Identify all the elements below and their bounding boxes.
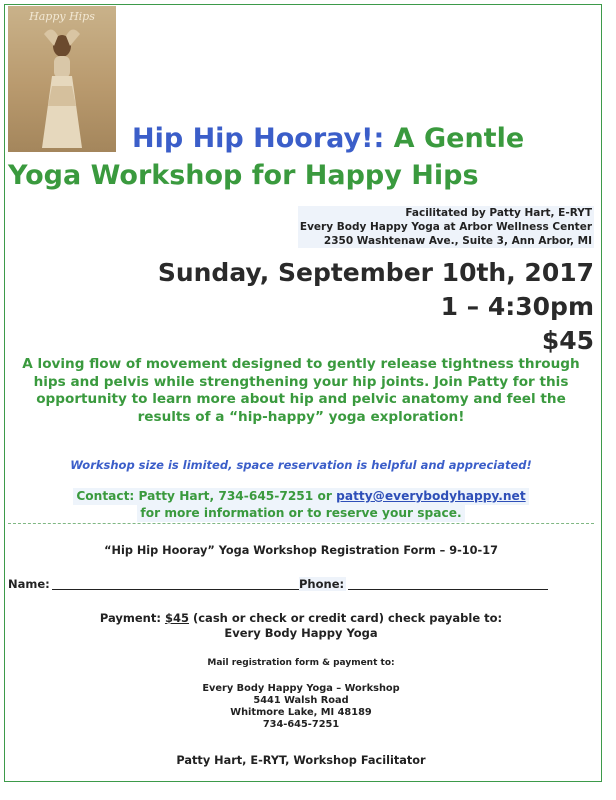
cut-line-divider [8,523,594,524]
facilitator-info [298,206,594,248]
event-date: Sunday, September 10th, 2017 [157,258,594,287]
name-phone-row [8,577,594,593]
event-price: $45 [541,326,594,355]
registration-form-title: “Hip Hip Hooray” Yoga Workshop Registration Form – 9-10-17 [104,544,498,557]
event-time: 1 – 4:30pm [440,292,594,321]
title-line-2: Yoga Workshop for Happy Hips [8,160,479,191]
facilitator-line-1: Facilitated by Patty Hart, E-RYT [298,206,594,220]
phone-label: Phone: [299,577,345,591]
contact-prefix: Contact: Patty Hart, 734-645-7251 or [76,489,337,503]
contact-info [8,488,594,522]
dancer-figure-icon [8,6,116,152]
contact-line-2: for more information or to reserve your space. [137,505,464,522]
limited-note: Workshop size is limited, space reservation is helpful and appreciated! [70,458,532,472]
title-part-1: Hip Hip Hooray!: [132,123,394,154]
mail-label: Mail registration form & payment to: [207,658,395,668]
address-line: Whitmore Lake, MI 48189 [230,707,372,718]
title-line-1 [132,123,524,154]
payment-prefix: Payment: [99,611,165,625]
contact-line-1 [73,488,528,505]
phone-field[interactable] [348,589,548,590]
facilitator-line-2: Every Body Happy Yoga at Arbor Wellness Center [299,221,592,233]
facilitator-line-3: 2350 Washtenaw Ave., Suite 3, Ann Arbor, MI [298,234,594,248]
workshop-description: A loving flow of movement designed to gently release tightness through hips and pelvis while strengthening your hip joints. Join Patty for this opportunity to learn more about hip and pelvic anatomy and feel the results of a “hip-happy” yoga exploration! [22,356,580,425]
address-line: 734-645-7251 [262,719,340,730]
payment-info [8,611,594,641]
address-line: Every Body Happy Yoga – Workshop [202,683,400,694]
payment-suffix: (cash or check or credit card) check payable to: [188,611,503,625]
address-line: 5441 Walsh Road [253,695,349,706]
payment-amount: $45 [164,611,189,625]
facilitator-signature-line: Patty Hart, E-RYT, Workshop Facilitator [176,754,426,767]
title-part-2: A Gentle [393,123,525,154]
name-field[interactable] [52,589,304,590]
mailing-address [8,683,594,731]
payable-to: Every Body Happy Yoga [224,626,378,640]
contact-email-link[interactable]: patty@everybodyhappy.net [336,489,526,503]
photo-caption: Happy Hips [29,10,95,23]
name-label: Name: [8,577,50,591]
vintage-dancer-photo [8,6,116,152]
